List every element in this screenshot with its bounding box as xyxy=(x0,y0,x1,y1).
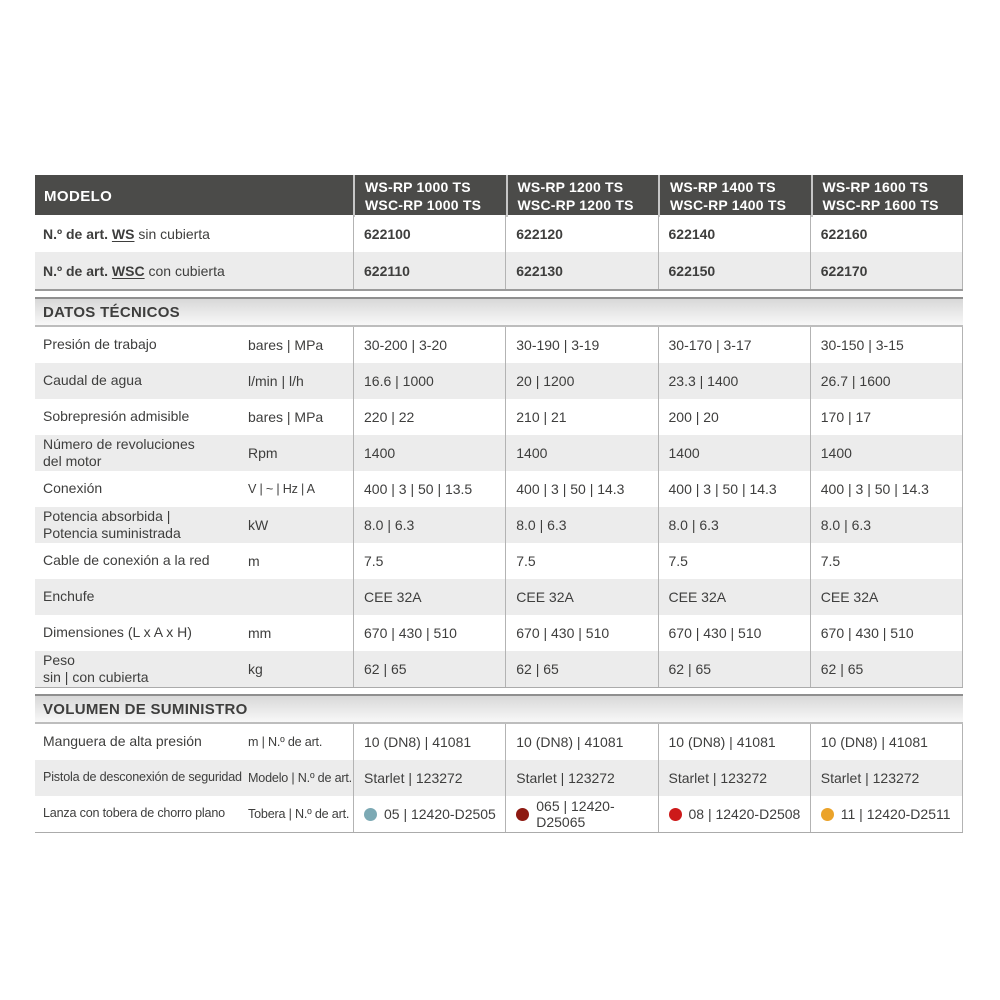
value-cell xyxy=(810,615,962,651)
cell-value: 1400 xyxy=(364,445,396,461)
row-unit: Modelo | N.º de art. xyxy=(248,771,352,785)
row-label-line: Caudal de agua xyxy=(43,372,142,389)
table-row xyxy=(35,252,963,289)
row-label-line: Conexión xyxy=(43,480,103,497)
model-header-cell xyxy=(506,175,659,217)
model-name-ws: WS-RP 1400 TS xyxy=(670,179,776,195)
cell-value: CEE 32A xyxy=(364,589,422,605)
row-label-lines xyxy=(43,508,181,543)
row-label-lines xyxy=(43,652,149,687)
value-cell xyxy=(810,651,962,687)
article-number: 622100 xyxy=(364,225,411,242)
model-header-cell xyxy=(811,175,964,217)
value-cell xyxy=(810,399,962,435)
article-label-model: WS xyxy=(111,225,135,242)
row-label xyxy=(35,363,248,399)
value-cell xyxy=(658,399,810,435)
value-cell xyxy=(505,471,657,507)
value-cell xyxy=(353,507,505,543)
model-name-wsc: WSC-RP 1400 TS xyxy=(670,197,787,214)
row-label-lines xyxy=(43,770,242,786)
article-row-label xyxy=(35,252,353,289)
value-cell xyxy=(353,363,505,399)
table-row xyxy=(35,399,963,435)
row-unit: m xyxy=(248,553,260,569)
cell-value: 200 | 20 xyxy=(668,409,719,425)
article-rows xyxy=(35,215,963,291)
cell-value: 7.5 xyxy=(820,553,841,569)
cell-value: 62 | 65 xyxy=(364,661,407,677)
sections xyxy=(35,297,963,833)
model-name-ws: WS-RP 1600 TS xyxy=(822,179,929,195)
value-cell xyxy=(353,399,505,435)
row-label-lines xyxy=(43,480,102,498)
row-label-lines xyxy=(43,624,192,642)
row-unit: V | ~ | Hz | A xyxy=(248,482,315,496)
value-cell xyxy=(658,615,810,651)
row-label xyxy=(35,651,248,687)
cell-value: 10 (DN8) | 41081 xyxy=(820,734,928,750)
row-label-line: Manguera de alta presión xyxy=(43,733,202,750)
table-row xyxy=(35,327,963,363)
cell-value: 400 | 3 | 50 | 13.5 xyxy=(364,481,473,497)
row-unit: Rpm xyxy=(248,445,278,461)
row-label-lines xyxy=(43,436,195,471)
cell-value: 1400 xyxy=(820,445,852,461)
article-number: 622120 xyxy=(516,225,563,242)
table-row xyxy=(35,471,963,507)
value-cell xyxy=(353,543,505,579)
row-label-lines xyxy=(43,806,225,822)
row-unit: l/min | l/h xyxy=(248,373,304,389)
table-row xyxy=(35,724,963,760)
row-label-line: Peso xyxy=(43,651,75,668)
cell-value: 400 | 3 | 50 | 14.3 xyxy=(668,481,777,497)
article-number-cell xyxy=(505,215,657,252)
row-label-lines xyxy=(43,733,202,751)
cell-value: 670 | 430 | 510 xyxy=(364,625,457,641)
value-cell xyxy=(505,796,657,832)
nozzle-color-dot xyxy=(516,808,529,821)
cell-value: 065 | 12420-D25065 xyxy=(536,798,615,830)
row-label xyxy=(35,543,248,579)
article-label-prefix: N.º de art. xyxy=(43,225,109,242)
row-label xyxy=(35,327,248,363)
row-label-line: Lanza con tobera de chorro plano xyxy=(43,806,225,821)
row-unit: Tobera | N.º de art. xyxy=(248,807,350,821)
article-number: 622140 xyxy=(668,225,716,242)
value-cell xyxy=(658,651,810,687)
section-title: VOLUMEN DE SUMINISTRO xyxy=(35,694,963,724)
row-label-line: Potencia absorbida | xyxy=(43,507,171,524)
model-name-ws: WS-RP 1000 TS xyxy=(365,179,471,195)
cell-value: 1400 xyxy=(668,445,700,461)
cell-value: 10 (DN8) | 41081 xyxy=(668,734,776,750)
cell-value: CEE 32A xyxy=(668,589,727,605)
value-cell xyxy=(810,363,962,399)
value-cell xyxy=(658,760,810,796)
cell-value: 10 (DN8) | 41081 xyxy=(516,734,624,750)
value-cell xyxy=(353,327,505,363)
table-row xyxy=(35,543,963,579)
row-label-lines xyxy=(43,588,94,606)
article-label-suffix: con cubierta xyxy=(148,262,225,279)
model-name-wsc: WSC-RP 1600 TS xyxy=(822,197,939,214)
article-number-cell xyxy=(658,215,810,252)
table-row xyxy=(35,507,963,543)
cell-value: 62 | 65 xyxy=(516,661,559,677)
article-number-cell xyxy=(353,252,505,289)
cell-value: CEE 32A xyxy=(820,589,879,605)
model-header-label: MODELO xyxy=(44,187,113,205)
value-cell xyxy=(658,579,810,615)
row-label xyxy=(35,724,248,760)
cell-value: 7.5 xyxy=(516,553,536,569)
value-cell xyxy=(353,471,505,507)
cell-value: 670 | 430 | 510 xyxy=(820,625,914,641)
row-label-line: Sobrepresión admisible xyxy=(43,408,190,425)
row-unit: kg xyxy=(248,661,263,677)
cell-value: 7.5 xyxy=(668,553,688,569)
row-unit xyxy=(248,579,353,615)
row-label xyxy=(35,399,248,435)
value-cell xyxy=(505,363,657,399)
value-cell xyxy=(353,724,505,760)
cell-value: 30-200 | 3-20 xyxy=(364,337,448,353)
cell-value: 23.3 | 1400 xyxy=(668,373,739,389)
article-number: 622170 xyxy=(820,262,868,279)
row-label-line: Pistola de desconexión de seguridad xyxy=(43,770,242,785)
cell-value: 11 | 12420-D2511 xyxy=(840,806,951,822)
cell-value: 05 | 12420-D2505 xyxy=(384,806,496,822)
cell-value: CEE 32A xyxy=(516,589,574,605)
row-unit: bares | MPa xyxy=(248,337,324,353)
cell-value: 30-150 | 3-15 xyxy=(820,337,904,353)
cell-value: 210 | 21 xyxy=(516,409,567,425)
value-cell xyxy=(505,651,657,687)
article-label-prefix: N.º de art. xyxy=(43,262,109,279)
model-name-wsc: WSC-RP 1200 TS xyxy=(517,197,634,214)
row-label xyxy=(35,579,248,615)
value-cell xyxy=(810,435,962,471)
value-cell xyxy=(353,579,505,615)
row-label-lines xyxy=(43,552,210,570)
table-row xyxy=(35,579,963,615)
value-cell xyxy=(505,399,657,435)
cell-value: Starlet | 123272 xyxy=(364,770,463,786)
spec-table xyxy=(35,175,963,833)
row-unit: kW xyxy=(248,517,269,533)
article-number-cell xyxy=(505,252,657,289)
row-label xyxy=(35,615,248,651)
row-unit: mm xyxy=(248,625,272,641)
cell-value: 220 | 22 xyxy=(364,409,415,425)
cell-value: 26.7 | 1600 xyxy=(820,373,891,389)
row-label-line: Dimensiones (L x A x H) xyxy=(43,624,192,641)
row-label-lines xyxy=(43,336,157,354)
cell-value: 62 | 65 xyxy=(668,661,712,677)
cell-value: 30-190 | 3-19 xyxy=(516,337,600,353)
cell-value: 30-170 | 3-17 xyxy=(668,337,752,353)
row-label-line: sin | con cubierta xyxy=(43,669,149,685)
model-header-cell xyxy=(353,175,506,217)
value-cell xyxy=(658,327,810,363)
row-label-line: Número de revoluciones xyxy=(43,435,195,452)
value-cell xyxy=(505,579,657,615)
value-cell xyxy=(353,435,505,471)
value-cell xyxy=(353,796,505,832)
value-cell xyxy=(810,327,962,363)
value-cell xyxy=(810,760,962,796)
cell-value: 8.0 | 6.3 xyxy=(820,517,872,533)
value-cell xyxy=(810,507,962,543)
model-header-cell xyxy=(658,175,811,217)
value-cell xyxy=(810,471,962,507)
value-cell xyxy=(658,507,810,543)
value-cell xyxy=(658,724,810,760)
value-cell xyxy=(810,796,962,832)
article-number-cell xyxy=(353,215,505,252)
table-row xyxy=(35,615,963,651)
article-label-suffix: sin cubierta xyxy=(138,225,210,242)
value-cell xyxy=(353,760,505,796)
article-number: 622110 xyxy=(364,262,410,279)
cell-value: Starlet | 123272 xyxy=(516,770,615,786)
row-label-line: Enchufe xyxy=(43,588,95,605)
cell-value: Starlet | 123272 xyxy=(668,770,768,786)
cell-value: 8.0 | 6.3 xyxy=(364,517,415,533)
value-cell xyxy=(810,724,962,760)
cell-value: 170 | 17 xyxy=(820,409,872,425)
nozzle-color-dot xyxy=(669,808,682,821)
row-unit: m | N.º de art. xyxy=(248,735,323,749)
cell-value: 1400 xyxy=(516,445,548,461)
value-cell xyxy=(505,760,657,796)
section-title: DATOS TÉCNICOS xyxy=(35,297,963,327)
cell-value: 10 (DN8) | 41081 xyxy=(364,734,472,750)
value-cell xyxy=(505,615,657,651)
cell-value: 20 | 1200 xyxy=(516,373,575,389)
row-label-line: del motor xyxy=(43,453,102,469)
row-unit: bares | MPa xyxy=(248,409,324,425)
row-label xyxy=(35,507,248,543)
value-cell xyxy=(505,543,657,579)
nozzle-color-dot xyxy=(364,808,377,821)
value-cell xyxy=(505,327,657,363)
article-number-cell xyxy=(658,252,810,289)
table-row xyxy=(35,796,963,832)
value-cell xyxy=(505,507,657,543)
cell-value: 670 | 430 | 510 xyxy=(516,625,610,641)
value-cell xyxy=(658,435,810,471)
article-number-cell xyxy=(810,215,962,252)
row-label xyxy=(35,471,248,507)
cell-value: 08 | 12420-D2508 xyxy=(688,806,801,822)
cell-value: 400 | 3 | 50 | 14.3 xyxy=(516,481,625,497)
table-row xyxy=(35,651,963,687)
value-cell xyxy=(658,363,810,399)
value-cell xyxy=(505,724,657,760)
value-cell xyxy=(810,543,962,579)
value-cell xyxy=(658,543,810,579)
article-number: 622150 xyxy=(668,262,716,279)
section-rows xyxy=(35,724,963,833)
article-row-label xyxy=(35,215,353,252)
value-cell xyxy=(505,435,657,471)
cell-value: 7.5 xyxy=(364,553,384,569)
value-cell xyxy=(658,471,810,507)
article-number: 622160 xyxy=(820,225,868,242)
value-cell xyxy=(353,651,505,687)
row-label-lines xyxy=(43,372,142,390)
row-label-line: Cable de conexión a la red xyxy=(43,552,210,569)
cell-value: 8.0 | 6.3 xyxy=(668,517,719,533)
cell-value: 16.6 | 1000 xyxy=(364,373,434,389)
row-label xyxy=(35,435,248,471)
cell-value: 400 | 3 | 50 | 14.3 xyxy=(820,481,929,497)
value-cell xyxy=(658,796,810,832)
cell-value: 62 | 65 xyxy=(820,661,864,677)
article-number-cell xyxy=(810,252,962,289)
section-rows xyxy=(35,327,963,688)
nozzle-color-dot xyxy=(821,808,834,821)
value-cell xyxy=(810,579,962,615)
value-cell xyxy=(353,615,505,651)
row-label xyxy=(35,796,248,832)
model-header-row xyxy=(35,175,963,215)
article-label-model: WSC xyxy=(111,262,145,279)
model-name-wsc: WSC-RP 1000 TS xyxy=(365,197,482,214)
cell-value: 670 | 430 | 510 xyxy=(668,625,762,641)
model-name-ws: WS-RP 1200 TS xyxy=(517,179,624,195)
table-row xyxy=(35,435,963,471)
table-row xyxy=(35,215,963,252)
table-row xyxy=(35,760,963,796)
row-label-line: Potencia suministrada xyxy=(43,525,181,541)
table-row xyxy=(35,363,963,399)
cell-value: Starlet | 123272 xyxy=(820,770,920,786)
row-label xyxy=(35,760,248,796)
row-label-line: Presión de trabajo xyxy=(43,336,157,353)
cell-value: 8.0 | 6.3 xyxy=(516,517,567,533)
article-number: 622130 xyxy=(516,262,563,279)
row-label-lines xyxy=(43,408,189,426)
